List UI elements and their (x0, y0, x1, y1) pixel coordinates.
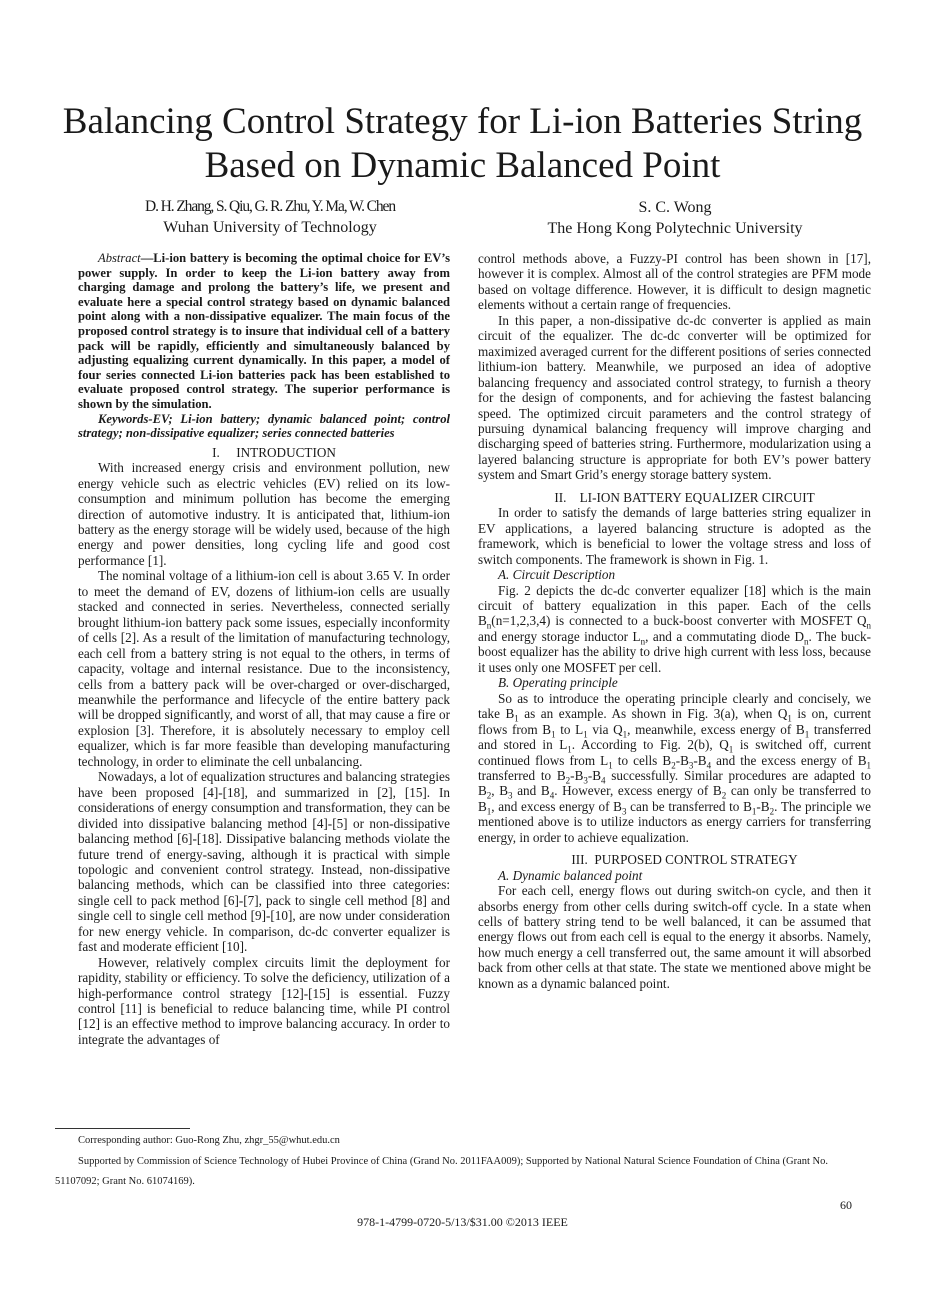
author-block-right (470, 197, 880, 239)
subsection-dynamic-balanced-point: A. Dynamic balanced point (498, 867, 643, 883)
author-block-left (70, 197, 470, 238)
author-names-right: S. C. Wong (638, 199, 712, 216)
sec2-paragraph-b: So as to introduce the operating principle clearly and concisely, we take $B_1$ as an example. As shown in Fig. 3(a), when $Q_1$ is on, current flows from $B_1$ to $L_1$ via $Q_1$, meanwhile, excess energy of $B_1$ transferred and stored in $L_1$. According to Fig. 2(b), $Q_1$ is switched off, current continued flows from $L_1$ to cells $B_2-B_3-B_4$ and the excess energy of $B_1$ transferred to $B_2-B_3-B_4$ successfully. Similar procedures are adapted to $B_2$, $B_3$ and $B_4$. However, excess energy of $B_2$ can only be transferred to $B_1$, and excess energy of $B_3$ can be transferred to $B_1-B_2$. The principle we mentioned above is to utilize inductors as energy carriers for transferring energy, in order to achieve equalization. (478, 690, 872, 845)
author-names-left: D. H. Zhang, S. Qiu, G. R. Zhu, Y. Ma, W. Chen (145, 198, 395, 215)
affiliation-left: Wuhan University of Technology (163, 219, 377, 236)
abstract (78, 251, 450, 412)
sec2-paragraph-a: Fig. 2 depicts the dc-dc converter equalizer [18] which is the main circuit of battery equalization in this paper. Each of the cells $B_n(n=1,2,3,4)$ is connected to a buck-boost converter with MOSFET $Q_n$ and energy storage inductor $L_n$, and a commutating diode $D_n$. The buck-boost equalizer has the ability to drive high current with less loss, because it uses only one MOSFET per cell. (478, 582, 871, 675)
intro-paragraph-1: With increased energy crisis and environment pollution, new energy vehicle such as electric vehicles (EV) relied on its low-consumption and minimum pollution has become the emerging direction of automotive industry. It is anticipated that, lithium-ion battery as the energy storage will be widely used, because of the high energy and power densities, long cycling life and good cost performance [1]. (78, 460, 450, 568)
title-line-1: Balancing Control Strategy for Li-ion Batteries String (62, 101, 863, 142)
subsection-circuit-description: A. Circuit Description (498, 567, 616, 583)
section-heading-2: II. LI-ION BATTERY EQUALIZER CIRCUIT (554, 489, 815, 505)
sec3-paragraph-1: For each cell, energy flows out during switch-on cycle, and then it absorbs energy from other cells during switch-off cycle. In a state when cells of battery string tend to be well balanced, it can be assumed that energy flows out from each cell is equal to the energy it absorbs. Namely, how much energy a cell transferred out, the same amount it will absorbed back from other cells at that state. The state we mentioned above might be known as a dynamic balanced point. (478, 883, 871, 991)
abstract-dash: — (140, 251, 154, 265)
affiliation-right: The Hong Kong Polytechnic University (547, 220, 803, 237)
paper-title (20, 100, 905, 188)
section-heading-1: I. INTRODUCTION (212, 444, 336, 460)
intro-paragraph-6: In this paper, a non-dissipative dc-dc converter is applied as main circuit of the equalizer. The dc-dc converter will be optimized for maximized averaged current for the different positions of series connected lithium-ion battery. Meanwhile, we purposed an idea of adoptive balancing frequency and associated control strategy, to furnish a theory for the design of components, and for achieving the fastest balancing speed. The optimized circuit parameters and the control strategy of pursuing dynamical balancing frequency will improve charging and discharging speed of batteries string. Furthermore, modularization using a layered balancing structure is appropriate for both EV’s power battery system and Smart Grid’s energy storage battery system. (478, 312, 871, 483)
section-heading-3: III. PURPOSED CONTROL STRATEGY (571, 852, 798, 868)
intro-paragraph-2: The nominal voltage of a lithium-ion cell is about 3.65 V. In order to meet the demand of EV, dozens of lithium-ion cells are usually stacked and connected in series. Nevertheless, connected serially brought lithium-ion battery pack some issues, especially inconformity of cells [2]. As a result of the limitation of manufacturing technology, each cell from a battery string is not equal to the others, in terms of capacity, voltage and internal resistance. Due to the inconsistency, cells from a battery pack will be over-charged or over-discharged, meanwhile the performance and lifecycle of the entire battery pack will be dropped significantly, and worst of all, that may cause a fire or explosion [3]. Therefore, it is absolutely necessary to employ cell equalizer, which is far more feasible than developing manufacturing technology, in order to eliminate the cell unbalancing. (78, 568, 450, 769)
footnote-rule (55, 1128, 190, 1129)
intro-paragraph-4: However, relatively complex circuits limit the deployment for rapidity, stability or efficiency. To solve the deficiency, utilization of a high-performance control strategy [12]-[15] is essential. Fuzzy control [11] is beneficial to reduce balancing time, while PI control [12] is an effective method to improve balancing accuracy. In order to integrate the advantages of (78, 954, 450, 1047)
keywords-label: Keywords- (98, 411, 153, 426)
footnote-funding: Supported by Commission of Science Technology of Hubei Province of China (Grand No. 2011FAA009); Supported by National Natural Science Foundation of China (Grant No. 51107092; Grant No. 61074169). (55, 1156, 828, 1187)
abstract-label: Abstract (98, 251, 141, 265)
right-column (478, 251, 871, 991)
intro-paragraph-5: control methods above, a Fuzzy-PI control has been shown in [17], however it is complex. Almost all of the control strategies are PFM mode based on voltage difference. However, it is difficult to design magnetic elements without a certain range of frequencies. (478, 251, 871, 313)
sec2-paragraph-1: In order to satisfy the demands of large batteries string equalizer in EV applications, a layered balancing structure is adopted as the framework, which is beneficial to lower the voltage stress and loss of switch components. The framework is shown in Fig. 1. (478, 505, 871, 567)
footnote-corresponding-author: Corresponding author: Guo-Rong Zhu, zhgr_55@whut.edu.cn (78, 1135, 340, 1146)
page-number: 60 (840, 1198, 852, 1212)
keywords (78, 412, 450, 441)
left-column (78, 251, 450, 1047)
abstract-text: Li-ion battery is becoming the optimal choice for EV’s power supply. In order to keep the Li-ion battery away from charging damage and prolong the battery’s life, we present and evaluate here a special control strategy based on dynamic balanced point along with a non-dissipative equalizer. The main focus of the proposed control strategy is to insure that individual cell of a battery pack will be rapidly, efficiently and simultaneously balanced by adjusting equalizing current dynamically. In this paper, a model of four series connected Li-ion batteries pack has been established to evaluate proposed control strategy. The superior performance is shown by the simulation. (78, 251, 450, 411)
intro-paragraph-3: Nowadays, a lot of equalization structures and balancing strategies have been proposed [4]-[18], and summarized in [2], [15]. In considerations of energy consumption and transformation, they can be divided into dissipative balancing method [4]-[5] or non-dissipative balancing method [6]-[18]. Dissipative balancing methods violate the future trend of energy-saving, although it is practical with simple topologic and convenient control strategy. Instead, non-dissipative balancing methods, which can be classified into three categories: single cell to pack method [6]-[7], pack to single cell method [8] and single cell to single cell method [9]-[10], are now under consideration for new energy vehicle. In comparison, dc-dc converter equalizer is fast and moderate efficient [10]. (78, 769, 450, 955)
isbn-line: 978-1-4799-0720-5/13/$31.00 ©2013 IEEE (357, 1215, 568, 1229)
keywords-text: EV; Li-ion battery; dynamic balanced point; control strategy; non-dissipative equalizer; series connected batteries (78, 411, 450, 441)
subsection-operating-principle: B. Operating principle (498, 675, 618, 691)
title-line-2: Based on Dynamic Balanced Point (204, 145, 721, 186)
